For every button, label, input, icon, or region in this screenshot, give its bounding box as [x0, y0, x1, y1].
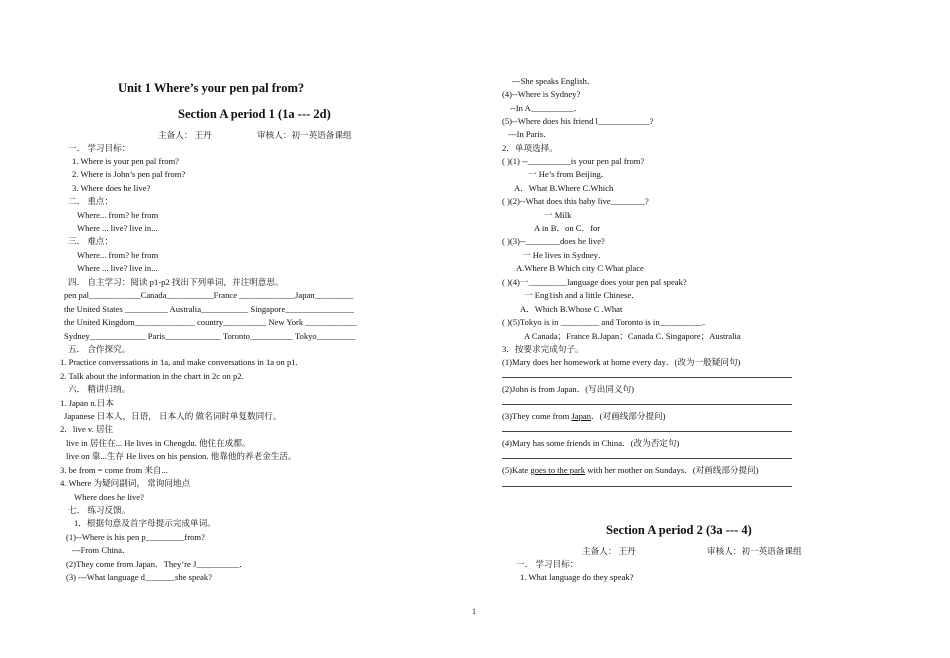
cooperation-item: 1. Practice converssations in 1a, and make conversations in 1a on p1. [60, 357, 298, 367]
preparer: 主备人： 王丹 [158, 130, 212, 140]
unit-title: Unit 1 Where’s your pen pal from? [118, 81, 305, 95]
reviewer-2: 审核人：初一英语备课组 [707, 546, 802, 556]
reviewer: 审核人：初一英语备课组 [257, 130, 352, 140]
heading-summary: 六． 精讲归纳。 [68, 384, 131, 394]
mc-question: ( )(4)一_________language does your pen pal speak? [502, 277, 687, 287]
vocab-line: the United Kingdom______________ country__________ New York ____________ [64, 317, 357, 327]
heading-cooperation: 五． 合作探究。 [68, 344, 131, 354]
mc-question: ( )(3)--________does he live? [502, 236, 605, 246]
practice-instruction: 1．根据句意及首字母提示完成单词。 [74, 518, 216, 528]
sentence-task: (1)Mary does her homework at home every day．(改为一般疑问句) [502, 357, 741, 367]
mc-answer-line: 一 Milk [544, 210, 572, 220]
heading-key-points: 二． 重点： [68, 196, 114, 206]
heading-practice: 七． 练习反馈。 [68, 505, 131, 515]
summary-item: 3. be from = come from 来自... [60, 465, 168, 475]
objective-item: 1. Where is your pen pal from? [72, 156, 179, 166]
answer-line [502, 404, 792, 405]
heading-objectives-2: 一． 学习目标： [516, 559, 579, 569]
key-point: Where... from? be from [77, 210, 159, 220]
mc-options: A．Which B.Whose C .What [520, 304, 623, 314]
practice-item: (2)They come from Japan．They’re J__________． [66, 559, 248, 569]
mc-question: ( )(5)Tokyo is in _________ and Toronto is in__________． [502, 317, 712, 327]
summary-detail: Japanese 日本人，日语， 日本人的 做名词时单复数同行。 [64, 411, 282, 421]
practice-item: (3) ---What language d_______she speak? [66, 572, 213, 582]
summary-detail: live on 靠...生存 He lives on his pension. 他靠他的养老金生活。 [66, 451, 297, 461]
practice-item: (4)--Where is Sydney? [502, 89, 581, 99]
sentence-task: (2)John is from Japan．(写出同义句) [502, 384, 634, 394]
difficulty: Where... from? be from [77, 250, 159, 260]
mc-question: ( )(1) --__________is your pen pal from? [502, 156, 645, 166]
summary-item: 4. Where 为疑问副词， 常询问地点 [60, 478, 191, 488]
objective-item: 2. Where is John’s pen pal from? [72, 169, 186, 179]
heading-self-study: 四． 自主学习：阅读 p1-p2 找出下列单词，并注明意思。 [68, 277, 284, 287]
underlined-word: Japan [571, 411, 592, 421]
mc-question: ( )(2)--What does this baby live________? [502, 196, 649, 206]
summary-item: 1. Japan n.日本 [60, 398, 114, 408]
sentence-task: (4)Mary has some friends in China．(改为否定句) [502, 438, 680, 448]
practice-item: (5)--Where does his friend l____________? [502, 116, 654, 126]
heading-objectives: 一． 学习目标： [68, 143, 131, 153]
practice-item: ---In Paris． [508, 129, 552, 139]
mc-options: A in B．on C．for [534, 223, 601, 233]
practice-item: ---She speaks English． [512, 76, 596, 86]
mc-options: A．What B.Where C.Which [514, 183, 614, 193]
sentence-task: (3)They come from Japan．(对画线部分提问) [502, 411, 666, 421]
vocab-line: pen pal____________Canada___________France _____________Japan_________ [64, 290, 354, 300]
underlined-phrase: goes to the park [530, 465, 586, 475]
summary-item: 2．live v. 居住 [60, 424, 114, 434]
page-number: 1 [472, 607, 476, 616]
mc-options: A Canada；France B.Japan；Canada C. Singapore；Australia [524, 331, 741, 341]
section-title-2: Section A period 2 (3a --- 4) [606, 523, 752, 537]
vocab-line: Sydney_____________ Paris_____________ Toronto__________ Tokyo_________ [64, 331, 356, 341]
heading-difficulties: 三． 难点： [68, 236, 114, 246]
answer-line [502, 377, 792, 378]
objective-item-2: 1. What language do they speak? [520, 572, 634, 582]
heading-sentence-tasks: 3．按要求完成句子。 [502, 344, 584, 354]
vocab-line: the United States __________ Australia___________ Singapore________________ [64, 304, 355, 314]
preparer-2: 主备人： 王丹 [582, 546, 636, 556]
answer-line [502, 486, 792, 487]
sentence-task: (5)Kate goes to the park with her mother on Sundays．(对画线部分提问) [502, 465, 759, 475]
section-title: Section A period 1 (1a --- 2d) [178, 107, 331, 121]
practice-item: (1)--Where is his pen p_________from? [66, 532, 205, 542]
answer-line [502, 458, 792, 459]
summary-detail: Where does he live? [74, 492, 144, 502]
mc-answer-line: 一 He lives in Sydney． [522, 250, 607, 260]
heading-multiple-choice: 2．单项选择。 [502, 143, 558, 153]
cooperation-item: 2. Talk about the information in the chart in 2c on p2. [60, 371, 244, 381]
key-point: Where ... live? live in... [77, 223, 158, 233]
mc-options: A.Where B Which city C What place [516, 263, 644, 273]
difficulty: Where ... live? live in... [77, 263, 158, 273]
practice-item: ---From China． [72, 545, 131, 555]
practice-item: --In A__________． [510, 103, 583, 113]
answer-line [502, 431, 792, 432]
summary-detail: live in 居住在... He lives in Chengdu. 他住在成都。 [66, 438, 251, 448]
mc-answer-line: 一 Eng1ish and a little Chinese． [524, 290, 640, 300]
mc-answer-line: 一 He’s from Beijing． [528, 169, 610, 179]
objective-item: 3. Where does he live? [72, 183, 151, 193]
